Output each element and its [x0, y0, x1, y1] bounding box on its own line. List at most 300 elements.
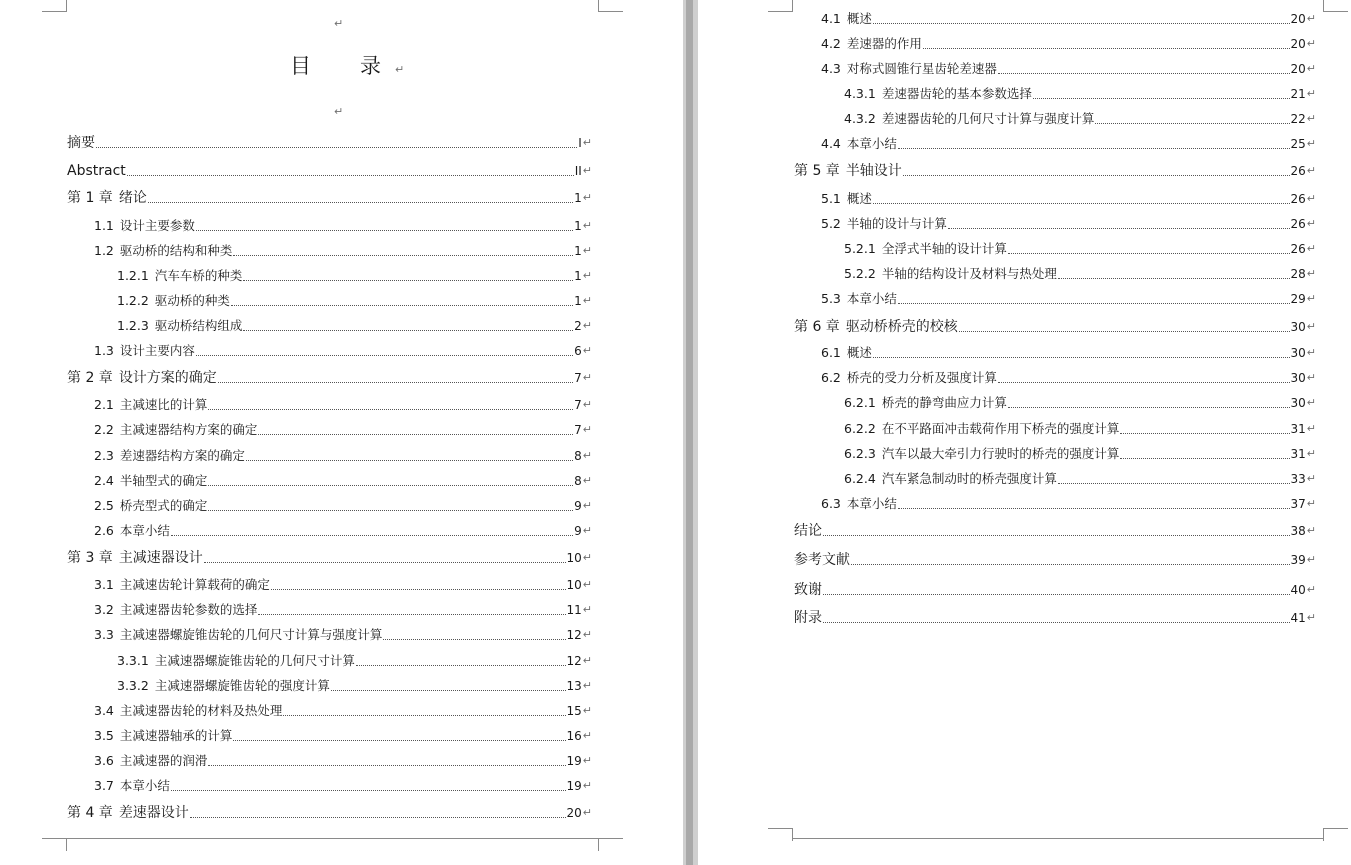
toc-page-number: 30	[1290, 320, 1306, 334]
paragraph-mark: ↵	[395, 63, 405, 76]
page-right	[698, 0, 1351, 865]
toc-entry-title: 绪论	[118, 190, 147, 206]
toc-entry[interactable]	[67, 368, 592, 388]
toc-page-number: 20	[1290, 62, 1306, 76]
toc-entry-number: 第 6 章	[794, 319, 840, 335]
toc-page-number: 37	[1290, 497, 1306, 511]
toc-page-number: 22	[1290, 112, 1306, 126]
toc-page-number: 38	[1290, 524, 1306, 538]
toc-page-number: 20	[1290, 12, 1306, 26]
toc-entry[interactable]	[94, 575, 592, 595]
toc-entry[interactable]	[844, 264, 1316, 284]
toc-entry-title: 桥壳的受力分析及强度计算	[846, 370, 997, 385]
toc-leader-dots	[851, 564, 1290, 565]
toc-entry[interactable]	[844, 239, 1316, 259]
toc-page-number: 12	[566, 654, 582, 668]
paragraph-mark: ↵	[582, 499, 592, 512]
toc-leader-dots	[233, 740, 565, 741]
toc-entry-title: 差速器结构方案的确定	[119, 448, 245, 463]
margin-corner-mark	[598, 0, 623, 12]
toc-entry-number: 3.4	[94, 703, 114, 718]
toc-page-number: 6	[574, 344, 582, 358]
toc-entry-title: 设计主要内容	[119, 343, 195, 358]
toc-entry-number: 1.2.1	[117, 268, 149, 283]
toc-entry-number: 4.4	[821, 136, 841, 151]
toc-entry[interactable]	[67, 803, 592, 823]
toc-entry[interactable]	[117, 316, 592, 336]
paragraph-mark: ↵	[1306, 137, 1316, 150]
toc-entry-title: 主减速器齿轮参数的选择	[119, 602, 258, 617]
toc-page-number: 9	[574, 499, 582, 513]
toc-leader-dots	[873, 203, 1290, 204]
toc-entry[interactable]	[94, 726, 592, 746]
toc-entry-title: 主减速齿轮计算载荷的确定	[119, 577, 270, 592]
paragraph-mark: ↵	[582, 551, 592, 564]
toc-entry-title: 在不平路面冲击载荷作用下桥壳的强度计算	[881, 421, 1120, 436]
toc-entry[interactable]	[117, 266, 592, 286]
margin-corner-mark	[598, 838, 623, 851]
toc-entry[interactable]	[94, 420, 592, 440]
toc-title-text: 目 录	[290, 54, 395, 78]
toc-leader-dots	[258, 614, 565, 615]
paragraph-mark: ↵	[1306, 112, 1316, 125]
toc-leader-dots	[190, 817, 566, 818]
paragraph-mark: ↵	[1306, 164, 1316, 177]
paragraph-mark: ↵	[1306, 497, 1316, 510]
toc-page-number: 31	[1290, 422, 1306, 436]
toc-entry-title: 主减速器螺旋锥齿轮的强度计算	[154, 678, 330, 693]
toc-entry-title: 概述	[846, 345, 872, 360]
toc-entry[interactable]	[794, 608, 1316, 628]
toc-page-number: 7	[574, 398, 582, 412]
toc-leader-dots	[1058, 483, 1290, 484]
margin-corner-mark	[1323, 828, 1348, 841]
toc-entry[interactable]	[67, 133, 592, 153]
toc-entry-number: 2.3	[94, 448, 114, 463]
toc-leader-dots	[283, 715, 565, 716]
bottom-margin-line	[66, 838, 598, 839]
toc-entry[interactable]	[821, 59, 1316, 79]
toc-leader-dots	[823, 594, 1290, 595]
toc-page-number: 1	[574, 269, 582, 283]
toc-page-number: 1	[574, 294, 582, 308]
toc-page-number: 30	[1290, 346, 1306, 360]
toc-entry-title: 主减速器螺旋锥齿轮的几何尺寸计算	[154, 653, 355, 668]
toc-entry-title: 概述	[846, 191, 872, 206]
toc-entry-number: 6.2	[821, 370, 841, 385]
toc-entry[interactable]	[67, 188, 592, 208]
toc-entry-number: 5.1	[821, 191, 841, 206]
paragraph-mark: ↵	[582, 806, 592, 819]
paragraph-mark: ↵	[582, 164, 592, 177]
toc-entry-title: 致谢	[794, 582, 822, 598]
toc-page-number: 13	[566, 679, 582, 693]
toc-entry-title: 差速器的作用	[846, 36, 922, 51]
toc-entry-number: 6.3	[821, 496, 841, 511]
toc-leader-dots	[998, 73, 1290, 74]
toc-leader-dots	[208, 765, 565, 766]
toc-entry-title: 半轴设计	[845, 163, 902, 179]
toc-leader-dots	[948, 228, 1290, 229]
toc-leader-dots	[873, 23, 1290, 24]
toc-entry[interactable]	[821, 9, 1316, 29]
toc-page-number: II	[574, 164, 582, 178]
toc-leader-dots	[823, 622, 1290, 623]
paragraph-mark: ↵	[1306, 583, 1316, 596]
toc-entry-title: 本章小结	[846, 136, 897, 151]
toc-entry-title: 摘要	[67, 135, 95, 151]
toc-entry[interactable]	[821, 494, 1316, 514]
toc-entry[interactable]	[67, 161, 592, 181]
toc-entry-number: 6.1	[821, 345, 841, 360]
toc-entry[interactable]	[821, 343, 1316, 363]
paragraph-mark: ↵	[582, 371, 592, 384]
toc-entry-title: 主减速器齿轮的材料及热处理	[119, 703, 283, 718]
toc-leader-dots	[898, 303, 1290, 304]
paragraph-mark: ↵	[582, 244, 592, 257]
toc-entry-number: 第 4 章	[67, 805, 113, 821]
toc-entry-number: 4.2	[821, 36, 841, 51]
paragraph-mark: ↵	[582, 219, 592, 232]
paragraph-mark: ↵	[582, 294, 592, 307]
paragraph-mark: ↵	[1306, 87, 1316, 100]
paragraph-mark: ↵	[582, 704, 592, 717]
toc-entry-title: 本章小结	[119, 778, 170, 793]
toc-page-number: 28	[1290, 267, 1306, 281]
toc-entry-title: 附录	[794, 610, 822, 626]
toc-entry-number: 第 5 章	[794, 163, 840, 179]
toc-page-number: 29	[1290, 292, 1306, 306]
toc-entry[interactable]	[844, 109, 1316, 129]
toc-leader-dots	[208, 510, 573, 511]
toc-entry-title: 本章小结	[119, 523, 170, 538]
toc-entry[interactable]	[821, 289, 1316, 309]
paragraph-mark: ↵	[582, 474, 592, 487]
toc-page-number: 9	[574, 524, 582, 538]
toc-entry-title: 汽车以最大牵引力行驶时的桥壳的强度计算	[881, 446, 1120, 461]
toc-entry-title: 汽车紧急制动时的桥壳强度计算	[881, 471, 1057, 486]
toc-entry[interactable]	[844, 469, 1316, 489]
toc-entry-number: 2.1	[94, 397, 114, 412]
paragraph-mark: ↵	[1306, 192, 1316, 205]
toc-entry[interactable]	[94, 625, 592, 645]
toc-page-number: 26	[1290, 192, 1306, 206]
toc-page-number: I	[578, 136, 582, 150]
toc-page-number: 16	[566, 729, 582, 743]
toc-entry-number: 4.1	[821, 11, 841, 26]
toc-page-number: 1	[574, 244, 582, 258]
toc-entry-title: 桥壳的静弯曲应力计算	[881, 395, 1007, 410]
toc-leader-dots	[356, 665, 566, 666]
toc-entry-number: 3.5	[94, 728, 114, 743]
toc-entry[interactable]	[117, 676, 592, 696]
toc-leader-dots	[196, 355, 573, 356]
toc-entry-number: 3.7	[94, 778, 114, 793]
paragraph-mark: ↵	[582, 603, 592, 616]
toc-entry-number: 3.3	[94, 627, 114, 642]
toc-entry[interactable]	[94, 751, 592, 771]
toc-entry[interactable]	[94, 776, 592, 796]
toc-entry-number: 4.3	[821, 61, 841, 76]
toc-entry-number: 第 2 章	[67, 370, 113, 386]
paragraph-mark: ↵	[582, 754, 592, 767]
toc-leader-dots	[204, 562, 566, 563]
toc-entry-title: 参考文献	[794, 552, 850, 568]
toc-leader-dots	[1120, 433, 1289, 434]
toc-entry-title: 差速器齿轮的几何尺寸计算与强度计算	[881, 111, 1095, 126]
paragraph-mark: ↵	[1306, 217, 1316, 230]
toc-entry[interactable]	[844, 419, 1316, 439]
toc-entry-number: 4.3.1	[844, 86, 876, 101]
toc-leader-dots	[148, 202, 573, 203]
toc-leader-dots	[1095, 123, 1289, 124]
toc-page-number: 26	[1290, 217, 1306, 231]
paragraph-mark: ↵	[582, 654, 592, 667]
toc-entry-number: 5.3	[821, 291, 841, 306]
toc-entry-title: 半轴的结构设计及材料与热处理	[881, 266, 1057, 281]
toc-entry-title: 本章小结	[846, 496, 897, 511]
toc-entry-title: 差速器设计	[118, 805, 189, 821]
toc-title	[290, 52, 404, 84]
toc-leader-dots	[231, 305, 573, 306]
toc-entry[interactable]	[117, 291, 592, 311]
toc-entry-number: 6.2.2	[844, 421, 876, 436]
toc-page-number: 7	[574, 423, 582, 437]
toc-page-number: 30	[1290, 396, 1306, 410]
margin-corner-mark	[1323, 0, 1348, 12]
paragraph-mark: ↵	[1306, 12, 1316, 25]
toc-leader-dots	[171, 535, 573, 536]
paragraph-mark: ↵	[582, 398, 592, 411]
toc-entry-title: 设计方案的确定	[118, 370, 217, 386]
toc-page-number: 20	[566, 806, 582, 820]
toc-page-number: 11	[566, 603, 582, 617]
toc-leader-dots	[1033, 98, 1290, 99]
toc-entry[interactable]	[94, 241, 592, 261]
toc-entry-number: 1.2.3	[117, 318, 149, 333]
paragraph-mark: ↵	[582, 136, 592, 149]
margin-corner-mark	[42, 0, 67, 12]
toc-entry[interactable]	[94, 395, 592, 415]
toc-entry-number: 第 3 章	[67, 550, 113, 566]
paragraph-mark: ↵	[582, 423, 592, 436]
toc-entry[interactable]	[821, 34, 1316, 54]
toc-page-number: 26	[1290, 164, 1306, 178]
toc-page-number: 8	[574, 474, 582, 488]
toc-page-number: 40	[1290, 583, 1306, 597]
paragraph-mark: ↵	[1306, 267, 1316, 280]
toc-leader-dots	[208, 485, 573, 486]
toc-page-number: 31	[1290, 447, 1306, 461]
toc-page-number: 10	[566, 578, 582, 592]
toc-leader-dots	[96, 147, 577, 148]
paragraph-mark: ↵	[582, 729, 592, 742]
toc-leader-dots	[959, 331, 1290, 332]
toc-entry-title: 设计主要参数	[119, 218, 195, 233]
toc-entry-title: 主减速器螺旋锥齿轮的几何尺寸计算与强度计算	[119, 627, 383, 642]
paragraph-mark: ↵	[1306, 611, 1316, 624]
toc-entry-number: 3.2	[94, 602, 114, 617]
toc-leader-dots	[898, 508, 1290, 509]
toc-entry[interactable]	[821, 368, 1316, 388]
toc-entry-number: 2.4	[94, 473, 114, 488]
toc-leader-dots	[1058, 278, 1290, 279]
toc-entry[interactable]	[821, 189, 1316, 209]
toc-leader-dots	[271, 589, 566, 590]
toc-leader-dots	[331, 690, 566, 691]
toc-entry[interactable]	[117, 651, 592, 671]
toc-entry[interactable]	[67, 548, 592, 568]
toc-entry[interactable]	[794, 521, 1316, 541]
toc-entry-number: 1.2.2	[117, 293, 149, 308]
toc-entry[interactable]	[844, 84, 1316, 104]
toc-entry[interactable]	[844, 393, 1316, 413]
toc-entry-title: 驱动桥桥壳的校核	[845, 319, 958, 335]
toc-entry-number: 2.5	[94, 498, 114, 513]
toc-entry-title: 驱动桥的结构和种类	[119, 243, 233, 258]
toc-page-number: 26	[1290, 242, 1306, 256]
toc-page-number: 1	[574, 191, 582, 205]
toc-page-number: 15	[566, 704, 582, 718]
paragraph-mark: ↵	[582, 319, 592, 332]
paragraph-mark: ↵	[582, 779, 592, 792]
toc-leader-dots	[127, 175, 574, 176]
paragraph-mark: ↵	[1306, 553, 1316, 566]
toc-entry-title: 全浮式半轴的设计计算	[881, 241, 1007, 256]
toc-entry[interactable]	[94, 341, 592, 361]
page-gutter	[683, 0, 698, 865]
paragraph-mark: ↵	[1306, 37, 1316, 50]
toc-leader-dots	[823, 535, 1290, 536]
paragraph-mark: ↵	[582, 524, 592, 537]
toc-entry-number: 6.2.1	[844, 395, 876, 410]
toc-page-number: 30	[1290, 371, 1306, 385]
paragraph-mark: ↵	[1306, 320, 1316, 333]
toc-entry-number: 1.1	[94, 218, 114, 233]
toc-leader-dots	[208, 409, 573, 410]
toc-leader-dots	[243, 280, 573, 281]
toc-entry-title: 主减速器轴承的计算	[119, 728, 233, 743]
toc-entry[interactable]	[94, 446, 592, 466]
toc-entry[interactable]	[821, 214, 1316, 234]
toc-entry-title: 概述	[846, 11, 872, 26]
toc-entry[interactable]	[794, 161, 1316, 181]
toc-entry-title: 半轴型式的确定	[119, 473, 208, 488]
toc-leader-dots	[903, 175, 1290, 176]
toc-entry[interactable]	[794, 317, 1316, 337]
toc-entry-title: 汽车车桥的种类	[154, 268, 243, 283]
toc-page-number: 12	[566, 628, 582, 642]
toc-entry-title: 主减速器的润滑	[119, 753, 208, 768]
paragraph-mark: ↵	[582, 191, 592, 204]
toc-leader-dots	[1008, 253, 1290, 254]
toc-leader-dots	[998, 382, 1290, 383]
paragraph-mark: ↵	[582, 344, 592, 357]
toc-entry-title: 驱动桥结构组成	[154, 318, 243, 333]
toc-leader-dots	[196, 230, 573, 231]
toc-leader-dots	[258, 434, 573, 435]
paragraph-mark: ↵	[582, 269, 592, 282]
toc-entry[interactable]	[94, 600, 592, 620]
paragraph-mark: ↵	[1306, 422, 1316, 435]
paragraph-mark: ↵	[1306, 472, 1316, 485]
paragraph-mark: ↵	[1306, 396, 1316, 409]
toc-entry-title: 差速器齿轮的基本参数选择	[881, 86, 1032, 101]
toc-page-number: 33	[1290, 472, 1306, 486]
toc-entry-number: 3.3.2	[117, 678, 149, 693]
toc-entry-number: 3.6	[94, 753, 114, 768]
bottom-margin-line	[792, 838, 1324, 839]
toc-entry[interactable]	[94, 496, 592, 516]
toc-leader-dots	[233, 255, 573, 256]
toc-entry-number: 3.1	[94, 577, 114, 592]
toc-entry[interactable]	[94, 521, 592, 541]
paragraph-mark: ↵	[1306, 447, 1316, 460]
toc-leader-dots	[243, 330, 573, 331]
toc-entry-number: 5.2	[821, 216, 841, 231]
toc-page-number: 2	[574, 319, 582, 333]
toc-leader-dots	[171, 790, 566, 791]
toc-page-number: 19	[566, 779, 582, 793]
toc-entry-number: 第 1 章	[67, 190, 113, 206]
toc-entry-number: 5.2.1	[844, 241, 876, 256]
toc-entry[interactable]	[821, 134, 1316, 154]
toc-page-number: 39	[1290, 553, 1306, 567]
paragraph-mark: ↵	[582, 679, 592, 692]
toc-entry-number: 4.3.2	[844, 111, 876, 126]
toc-page-number: 10	[566, 551, 582, 565]
toc-page-number: 7	[574, 371, 582, 385]
toc-entry-title: 桥壳型式的确定	[119, 498, 208, 513]
toc-entry-number: 3.3.1	[117, 653, 149, 668]
toc-page-number: 8	[574, 449, 582, 463]
toc-entry-title: 驱动桥的种类	[154, 293, 230, 308]
margin-corner-mark	[42, 838, 67, 851]
toc-page-number: 1	[574, 219, 582, 233]
margin-corner-mark	[768, 0, 793, 12]
margin-corner-mark	[768, 828, 793, 841]
toc-entry-title: 对称式圆锥行星齿轮差速器	[846, 61, 997, 76]
toc-entry[interactable]	[94, 216, 592, 236]
paragraph-mark: ↵	[582, 449, 592, 462]
toc-entry[interactable]	[94, 471, 592, 491]
toc-page-number: 20	[1290, 37, 1306, 51]
toc-page-number: 41	[1290, 611, 1306, 625]
toc-entry-number: 6.2.4	[844, 471, 876, 486]
toc-entry-title: Abstract	[67, 163, 126, 179]
toc-entry-number: 5.2.2	[844, 266, 876, 281]
paragraph-mark: ↵	[334, 105, 344, 118]
paragraph-mark: ↵	[1306, 242, 1316, 255]
paragraph-mark: ↵	[582, 628, 592, 641]
paragraph-mark: ↵	[1306, 371, 1316, 384]
toc-leader-dots	[923, 48, 1290, 49]
toc-entry[interactable]	[794, 580, 1316, 600]
toc-entry[interactable]	[844, 444, 1316, 464]
toc-leader-dots	[218, 382, 573, 383]
toc-entry-title: 本章小结	[846, 291, 897, 306]
paragraph-mark: ↵	[582, 578, 592, 591]
toc-entry[interactable]	[794, 550, 1316, 570]
paragraph-mark: ↵	[1306, 524, 1316, 537]
paragraph-mark: ↵	[1306, 62, 1316, 75]
toc-entry-title: 半轴的设计与计算	[846, 216, 947, 231]
toc-entry-title: 主减速比的计算	[119, 397, 208, 412]
toc-entry[interactable]	[94, 701, 592, 721]
toc-leader-dots	[1120, 458, 1289, 459]
toc-entry-number: 6.2.3	[844, 446, 876, 461]
toc-entry-number: 2.6	[94, 523, 114, 538]
